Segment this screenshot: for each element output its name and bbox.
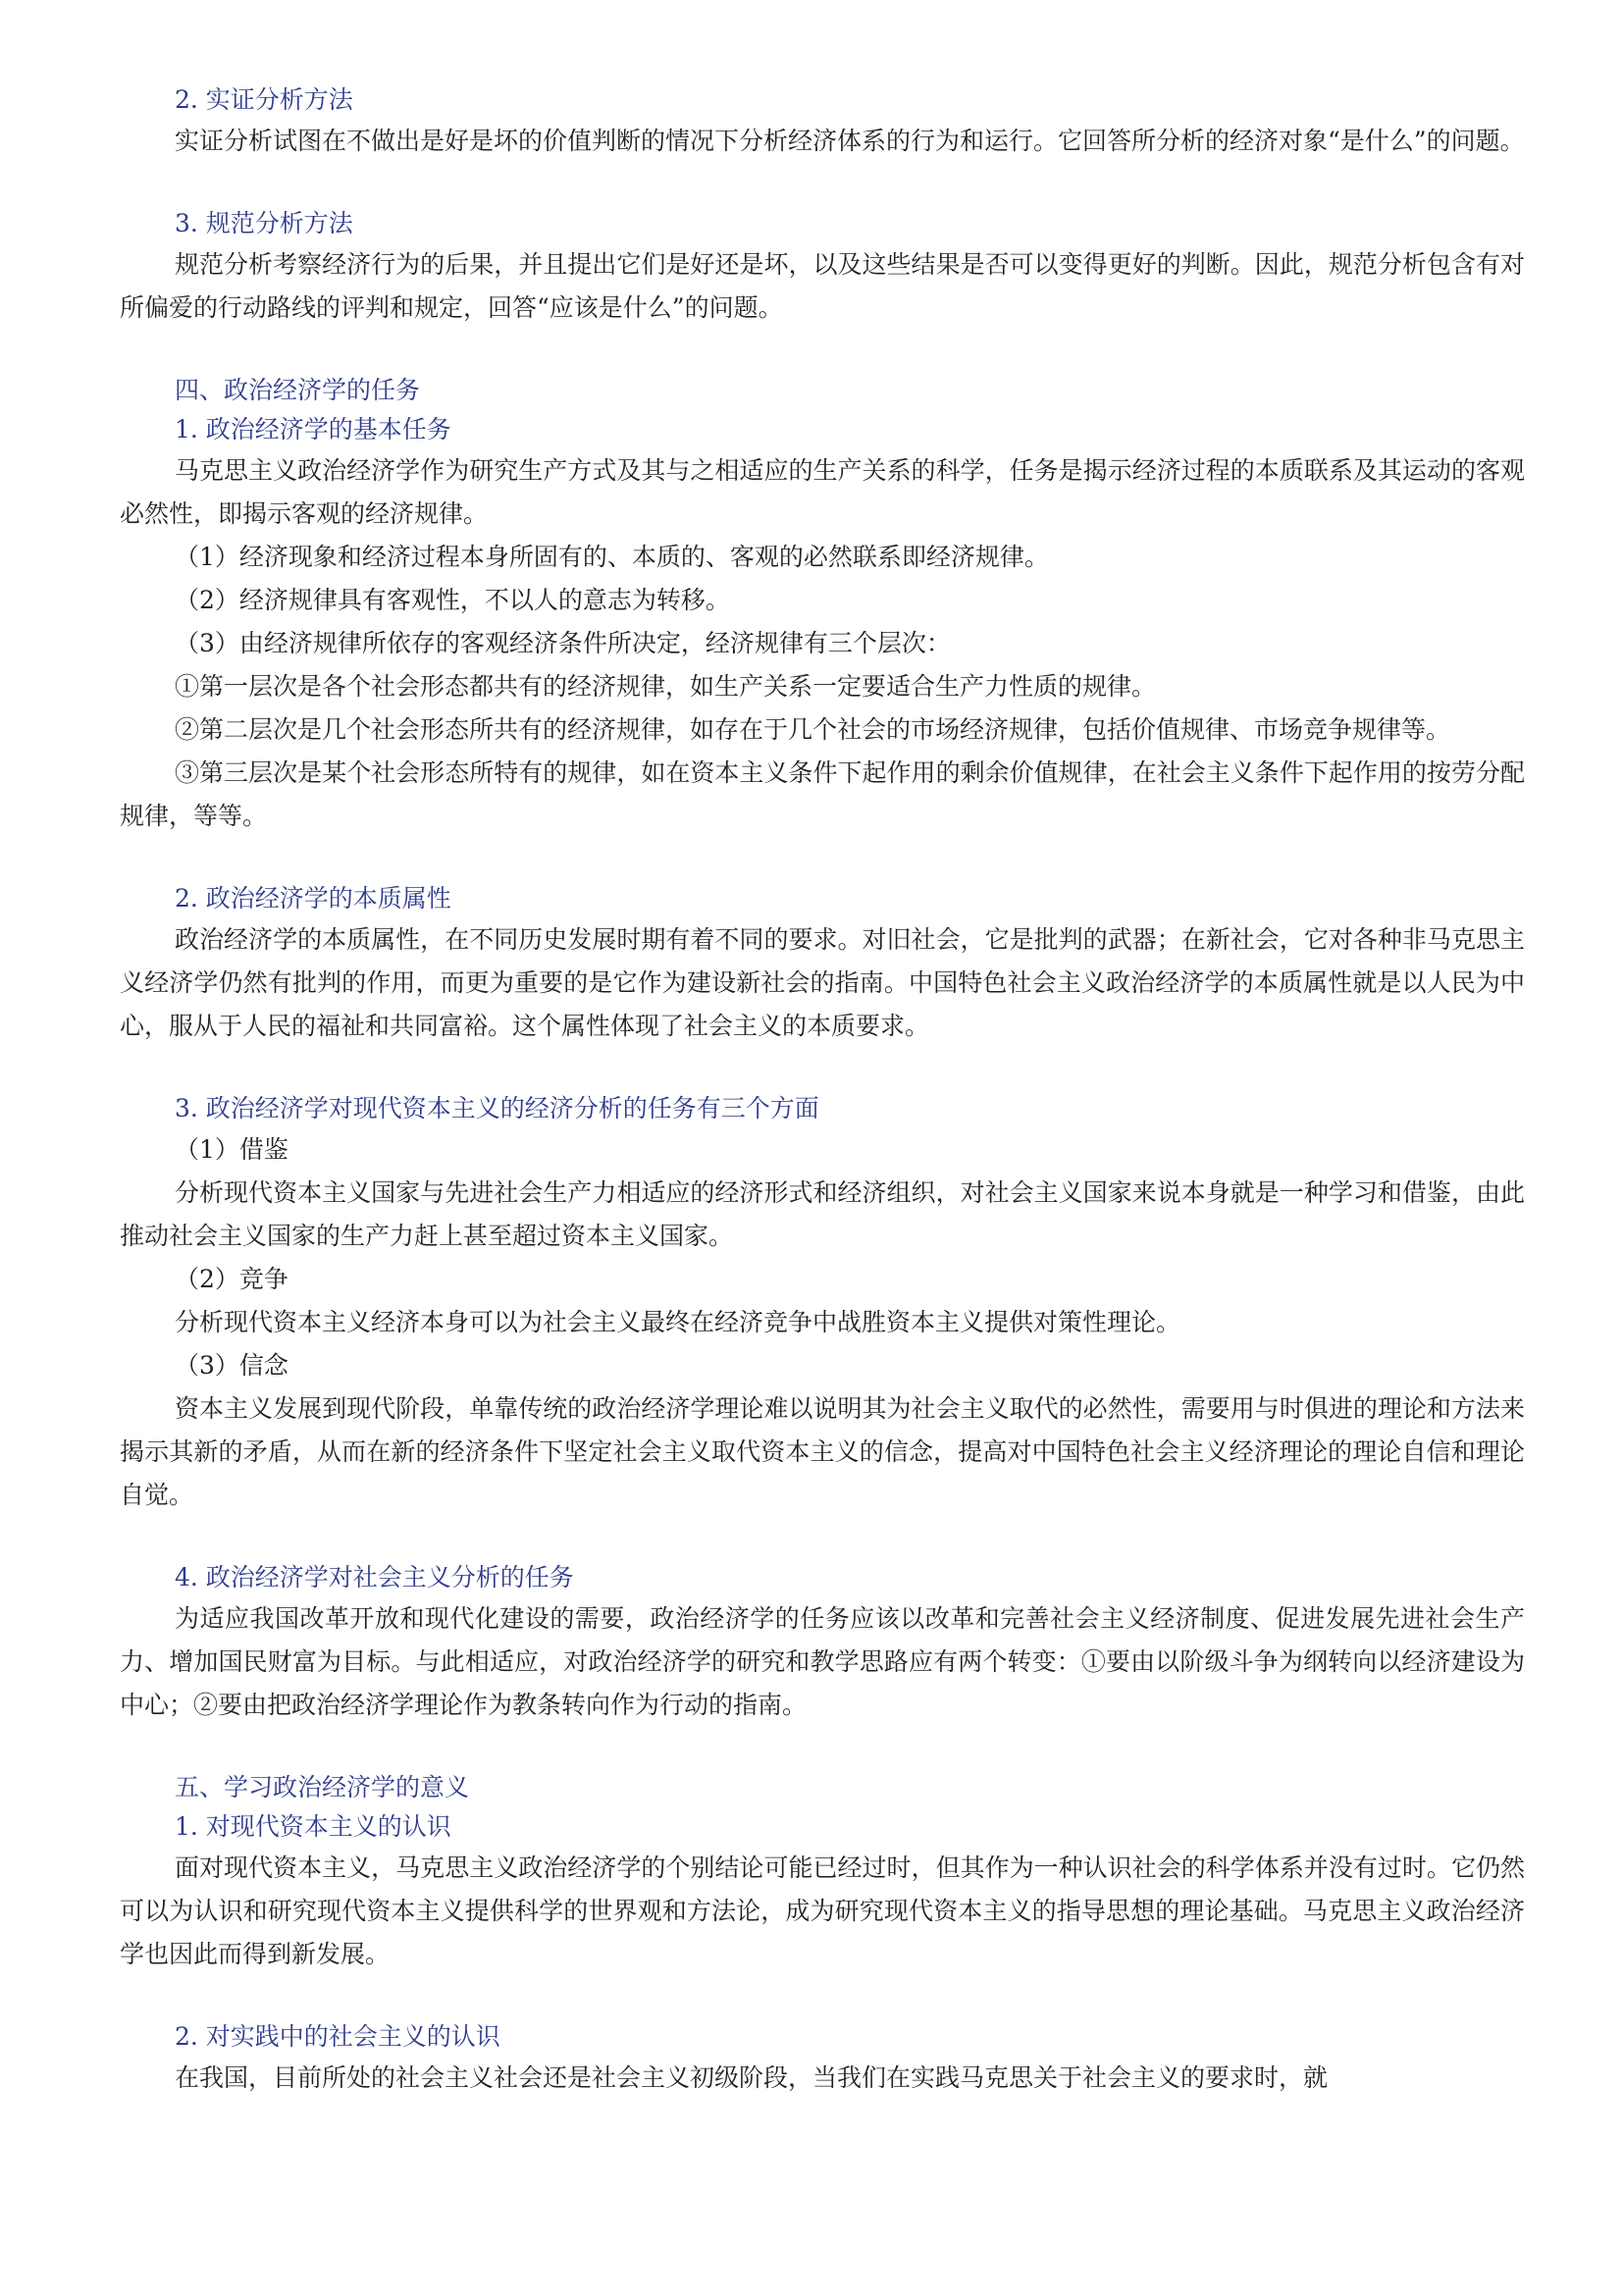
- paragraph: 在我国，目前所处的社会主义社会还是社会主义初级阶段，当我们在实践马克思关于社会主义的要求时，就: [175, 2063, 1329, 2092]
- section-heading: 1. 对现代资本主义的认识: [175, 1812, 451, 1841]
- section-heading: 四、政治经济学的任务: [175, 376, 421, 404]
- section-heading: 3. 政治经济学对现代资本主义的经济分析的任务有三个方面: [175, 1094, 819, 1122]
- section-heading: 2. 政治经济学的本质属性: [175, 884, 451, 913]
- section-gap: [120, 163, 1525, 204]
- paragraph: （2）竞争: [175, 1265, 288, 1293]
- section-heading: 4. 政治经济学对社会主义分析的任务: [175, 1563, 574, 1592]
- paragraph: ③第三层次是某个社会形态所特有的规律，如在资本主义条件下起作用的剩余价值规律，在社会主义条件下起作用的按劳分配规律，等等。: [120, 758, 1525, 830]
- paragraph: （3）由经济规律所依存的客观经济条件所决定，经济规律有三个层次：: [175, 629, 951, 657]
- section-heading: 2. 对实践中的社会主义的认识: [175, 2022, 500, 2051]
- section-gap: [120, 1048, 1525, 1089]
- section-heading: 2. 实证分析方法: [175, 85, 353, 114]
- paragraph: 分析现代资本主义经济本身可以为社会主义最终在经济竞争中战胜资本主义提供对策性理论。: [175, 1308, 1181, 1336]
- paragraph: 分析现代资本主义国家与先进社会生产力相适应的经济形式和经济组织，对社会主义国家来说本身就是一种学习和借鉴，由此推动社会主义国家的生产力赶上甚至超过资本主义国家。: [120, 1178, 1525, 1250]
- section-gap: [120, 838, 1525, 879]
- paragraph: （1）借鉴: [175, 1135, 288, 1164]
- paragraph: 政治经济学的本质属性，在不同历史发展时期有着不同的要求。对旧社会，它是批判的武器；在新社会，它对各种非马克思主义经济学仍然有批判的作用，而更为重要的是它作为建设新社会的指南。中国特色社会主义政治经济学的本质属性就是以人民为中心，服从于人民的福祉和共同富裕。这个属性体现了社会主义的本质要求。: [120, 925, 1525, 1040]
- paragraph: （2）经济规律具有客观性，不以人的意志为转移。: [175, 586, 730, 614]
- paragraph: 马克思主义政治经济学作为研究生产方式及其与之相适应的生产关系的科学，任务是揭示经济过程的本质联系及其运动的客观必然性，即揭示客观的经济规律。: [120, 456, 1525, 528]
- section-heading: 3. 规范分析方法: [175, 209, 353, 237]
- paragraph: 实证分析试图在不做出是好是坏的价值判断的情况下分析经济体系的行为和运行。它回答所分析的经济对象“是什么”的问题。: [175, 127, 1525, 155]
- paragraph: 为适应我国改革开放和现代化建设的需要，政治经济学的任务应该以改革和完善社会主义经济制度、促进发展先进社会生产力、增加国民财富为目标。与此相适应，对政治经济学的研究和教学思路应有两个转变：①要由以阶级斗争为纲转向以经济建设为中心；②要由把政治经济学理论作为教条转向作为行动的指南。: [120, 1604, 1525, 1719]
- section-gap: [120, 1517, 1525, 1558]
- paragraph: 资本主义发展到现代阶段，单靠传统的政治经济学理论难以说明其为社会主义取代的必然性，需要用与时俱进的理论和方法来揭示其新的矛盾，从而在新的经济条件下坚定社会主义取代资本主义的信念，提高对中国特色社会主义经济理论的理论自信和理论自觉。: [120, 1394, 1525, 1509]
- paragraph: ②第二层次是几个社会形态所共有的经济规律，如存在于几个社会的市场经济规律，包括价值规律、市场竞争规律等。: [175, 715, 1451, 744]
- section-heading: 1. 政治经济学的基本任务: [175, 415, 451, 444]
- section-gap: [120, 1727, 1525, 1768]
- section-gap: [120, 330, 1525, 371]
- paragraph: （3）信念: [175, 1351, 288, 1380]
- paragraph: ①第一层次是各个社会形态都共有的经济规律，如生产关系一定要适合生产力性质的规律。: [175, 672, 1157, 701]
- section-gap: [120, 1976, 1525, 2017]
- section-heading: 五、学习政治经济学的意义: [175, 1773, 470, 1801]
- paragraph: （1）经济现象和经济过程本身所固有的、本质的、客观的必然联系即经济规律。: [175, 543, 1049, 571]
- paragraph: 面对现代资本主义，马克思主义政治经济学的个别结论可能已经过时，但其作为一种认识社会的科学体系并没有过时。它仍然可以为认识和研究现代资本主义提供科学的世界观和方法论，成为研究现代资本主义的指导思想的理论基础。马克思主义政治经济学也因此而得到新发展。: [120, 1853, 1525, 1968]
- paragraph: 规范分析考察经济行为的后果，并且提出它们是好还是坏，以及这些结果是否可以变得更好的判断。因此，规范分析包含有对所偏爱的行动路线的评判和规定，回答“应该是什么”的问题。: [120, 250, 1525, 322]
